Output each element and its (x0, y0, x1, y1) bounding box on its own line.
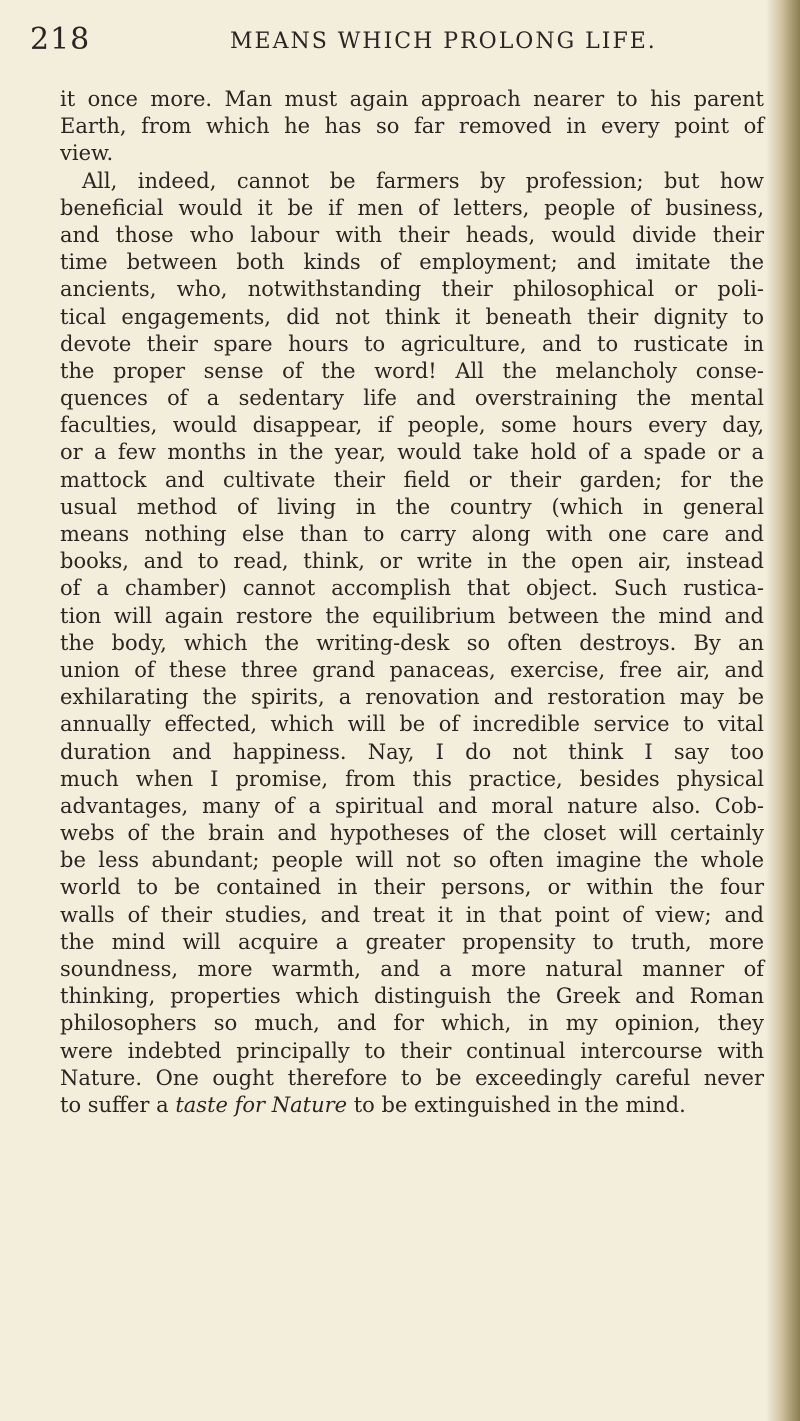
text-line: and those who labour with their heads, would divide their (60, 222, 764, 247)
text-line: advantages, many of a spiritual and moral nature also. Cob- (60, 793, 764, 818)
page-header (30, 20, 730, 60)
running-head: MEANS WHICH PROLONG LIFE. (230, 29, 657, 54)
final-text-line (60, 1092, 764, 1119)
text-line: union of these three grand panaceas, exercise, free air, and (60, 657, 764, 682)
text-line: devote their spare hours to agriculture, and to rusticate in (60, 331, 764, 356)
text-line: usual method of living in the country (which in general (60, 494, 764, 519)
text-line: tion will again restore the equilibrium between the mind and (60, 603, 764, 628)
text-line: All, indeed, cannot be farmers by profession; but how (82, 168, 764, 193)
text-line: much when I promise, from this practice, besides physical (60, 766, 764, 791)
body-text (60, 86, 764, 1119)
text-line: means nothing else than to carry along with one care and (60, 522, 764, 546)
text-line: were indebted principally to their continual intercourse with (60, 1038, 764, 1063)
text-line: thinking, properties which distinguish the Greek and Roman (60, 984, 764, 1009)
text-line: philosophers so much, and for which, in my opinion, they (60, 1011, 764, 1036)
text-line: the proper sense of the word! All the melancholy conse- (60, 358, 764, 383)
final-line-start: to suffer a (60, 1092, 176, 1117)
text-line: mattock and cultivate their field or their garden; for the (60, 467, 764, 492)
text-line: the mind will acquire a greater propensity to truth, more (60, 929, 764, 954)
page-number: 218 (30, 22, 91, 57)
text-line: world to be contained in their persons, or within the four (60, 875, 764, 900)
text-line: soundness, more warmth, and a more natural manner of (60, 957, 764, 981)
text-line: exhilarating the spirits, a renovation and restoration may be (60, 685, 764, 710)
text-line: webs of the brain and hypotheses of the closet will certainly (60, 821, 764, 846)
text-line: the body, which the writing-desk so often destroys. By an (60, 630, 764, 655)
text-line: walls of their studies, and treat it in that point of view; and (60, 902, 764, 927)
text-line: Nature. One ought therefore to be exceedingly careful never (60, 1065, 764, 1090)
text-line: ancients, who, notwithstanding their philosophical or poli- (60, 277, 764, 302)
italic-phrase: taste for Nature (175, 1092, 348, 1117)
final-line-end: to be extinguished in the mind. (347, 1092, 686, 1117)
text-line: faculties, would disappear, if people, some hours every day, (60, 413, 764, 438)
text-line: duration and happiness. Nay, I do not think I say too (60, 739, 764, 764)
text-line: be less abundant; people will not so often imagine the whole (60, 848, 764, 873)
page-binding-edge (766, 0, 800, 1421)
text-line: it once more. Man must again approach nearer to his parent (60, 87, 764, 111)
text-line: quences of a sedentary life and overstraining the mental (60, 386, 764, 411)
text-line: Earth, from which he has so far removed in every point of (60, 114, 764, 139)
text-line: or a few months in the year, would take hold of a spade or a (60, 440, 764, 465)
text-line: tical engagements, did not think it beneath their dignity to (60, 304, 764, 329)
text-line: annually effected, which will be of incredible service to vital (60, 712, 764, 737)
text-line: time between both kinds of employment; and imitate the (60, 250, 764, 275)
text-line: books, and to read, think, or write in the open air, instead (60, 549, 764, 574)
text-line: of a chamber) cannot accomplish that object. Such rustica- (60, 576, 764, 601)
text-line: view. (60, 141, 114, 166)
text-line: beneficial would it be if men of letters, people of business, (60, 195, 764, 220)
